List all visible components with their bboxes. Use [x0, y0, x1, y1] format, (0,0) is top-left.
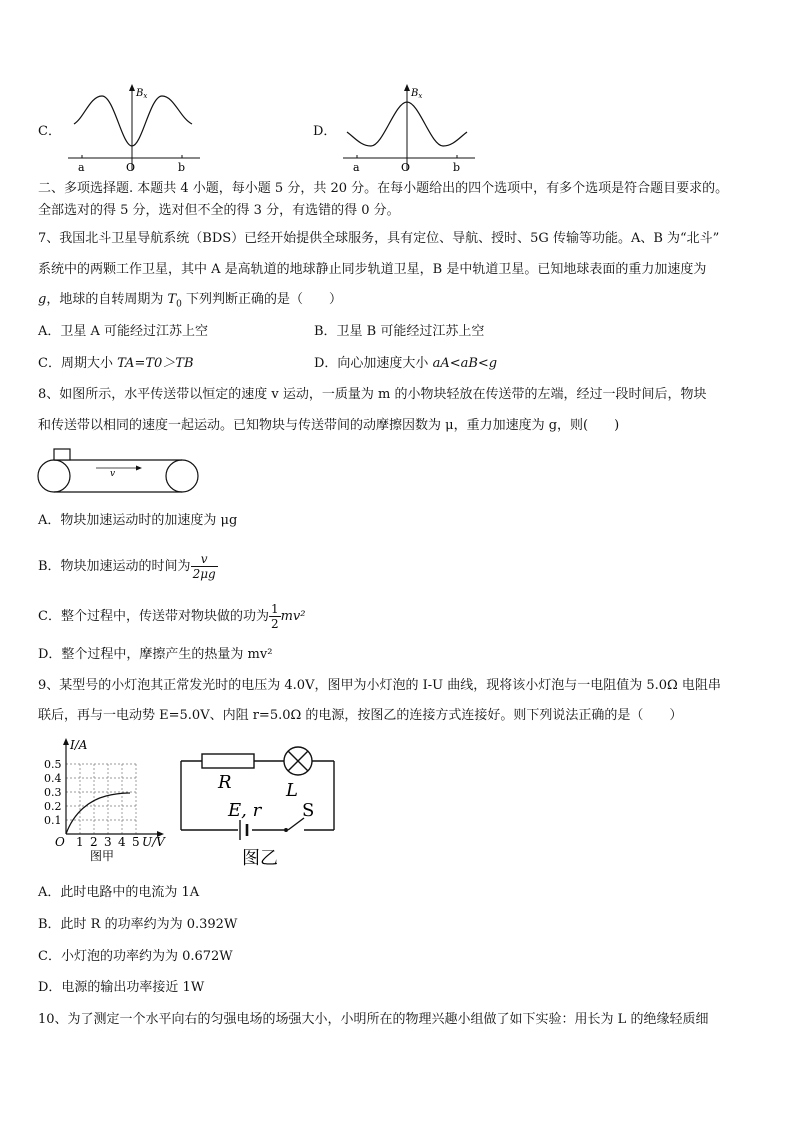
- y-tick-0.5: 0.5: [44, 758, 62, 771]
- x-tick-4: 4: [118, 835, 126, 849]
- q7-option-d: D．向心加速度大小 aA<aB<g: [314, 356, 498, 371]
- y-arrow-icon: [404, 84, 410, 91]
- conveyor-belt-diagram: [36, 446, 202, 496]
- lamp-label: L: [286, 780, 298, 801]
- q8-option-d: D．整个过程中，摩擦产生的热量为 mv²: [38, 647, 273, 662]
- section2-line2: 全部选对的得 5 分，选对但不全的得 3 分，有选错的得 0 分。: [38, 203, 400, 218]
- source-label: E, r: [228, 800, 262, 821]
- y-arrow-icon: [63, 738, 69, 745]
- option-c-label: C．: [38, 124, 61, 139]
- resistor: [202, 754, 254, 768]
- arrow-right-icon: [136, 466, 142, 471]
- graph-caption: 图甲: [90, 849, 115, 863]
- x-tick-2: 2: [90, 835, 98, 849]
- switch-label: S: [302, 800, 315, 821]
- iu-graph: [40, 736, 170, 864]
- y-tick-0.1: 0.1: [44, 814, 62, 827]
- fraction-v-over-2mug: $\frac{v}{2\mu g}$: [192, 552, 216, 581]
- q7-option-a: A．卫星 A 可能经过江苏上空: [38, 324, 209, 339]
- q9-option-d: D．电源的输出功率接近 1W: [38, 980, 205, 995]
- block: [54, 449, 70, 460]
- x-tick-3: 3: [104, 835, 112, 849]
- q10-line1: 10、为了测定一个水平向右的匀强电场的场强大小，小明所在的物理兴趣小组做了如下实验：用长为 L 的绝缘轻质细: [38, 1012, 709, 1027]
- q9-option-b: B．此时 R 的功率约为为 0.392W: [38, 917, 238, 932]
- circuit-caption: 图乙: [242, 848, 278, 868]
- section2-line1: 二、多项选择题. 本题共 4 小题，每小题 5 分，共 20 分。在每小题给出的四个选项中，有多个选项是符合题目要求的。: [38, 181, 729, 196]
- option-d-graph: [343, 82, 478, 174]
- option-c-graph: [68, 82, 203, 174]
- y-tick-0.4: 0.4: [44, 772, 62, 785]
- q9-option-a: A．此时电路中的电流为 1A: [38, 885, 200, 900]
- q8-option-b: B．物块加速运动的时间为 $\frac{v}{2\mu g}$: [38, 552, 216, 581]
- q7-line2: 系统中的两颗工作卫星，其中 A 是高轨道的地球静止同步轨道卫星，B 是中轨道卫星。已知地球表面的重力加速度为: [38, 262, 707, 277]
- resistor-label: R: [218, 772, 232, 793]
- q7-line1: 7、我国北斗卫星导航系统（BDS）已经开始提供全球服务，具有定位、导航、授时、5G 传输等功能。A、B 为“北斗”: [38, 231, 720, 246]
- tick-b: b: [178, 161, 186, 174]
- q7-option-c: C．周期大小 TA=T0＞TB: [38, 356, 194, 371]
- origin-label: O: [55, 835, 65, 849]
- q8-line2: 和传送带以相同的速度一起运动。已知物块与传送带间的动摩擦因数为 μ，重力加速度为 g，则( ): [38, 418, 620, 433]
- y-tick-0.3: 0.3: [44, 786, 62, 799]
- bx-curve: [74, 96, 192, 146]
- q8-option-a: A．物块加速运动时的加速度为 μg: [38, 513, 238, 528]
- q9-line2: 联后，再与一电动势 E=5.0V、内阻 r=5.0Ω 的电源，按图乙的连接方式连接好。则下列说法正确的是（ ）: [38, 708, 683, 723]
- x-tick-5: 5: [132, 835, 140, 849]
- tick-b: b: [453, 161, 461, 174]
- q7-line3: g，地球的自转周期为 $T_0$ 下列判断正确的是（ ）: [38, 292, 343, 310]
- q8-option-c: C．整个过程中，传送带对物块做的功为 $\frac{1}{2}$ mv²: [38, 602, 306, 631]
- axis-label-bx: $B_x$: [411, 88, 423, 100]
- q8-line1: 8、如图所示，水平传送带以恒定的速度 v 运动，一质量为 m 的小物块轻放在传送带的左端，经过一段时间后，物块: [38, 387, 707, 402]
- y-arrow-icon: [129, 84, 135, 91]
- fraction-half: $\frac{1}{2}$: [270, 602, 279, 631]
- q9-line1: 9、某型号的小灯泡其正常发光时的电压为 4.0V，图甲为小灯泡的 I-U 曲线，现将该小灯泡与一电阻值为 5.0Ω 电阻串: [38, 678, 721, 693]
- q7-option-b: B．卫星 B 可能经过江苏上空: [314, 324, 485, 339]
- grid: [66, 764, 136, 834]
- tick-o: O: [401, 161, 411, 174]
- tick-o: O: [126, 161, 136, 174]
- y-axis-label: I/A: [70, 738, 88, 752]
- switch-pivot: [284, 828, 288, 832]
- circuit-diagram: [176, 740, 338, 868]
- left-roller: [38, 460, 70, 492]
- option-d-label: D．: [313, 124, 337, 139]
- x-axis-label: U/V: [142, 835, 165, 849]
- tick-a: a: [78, 161, 85, 174]
- y-tick-0.2: 0.2: [44, 800, 62, 813]
- velocity-label: v: [110, 469, 116, 479]
- q9-option-c: C．小灯泡的功率约为为 0.672W: [38, 949, 233, 964]
- right-roller: [166, 460, 198, 492]
- x-tick-1: 1: [76, 835, 84, 849]
- tick-a: a: [353, 161, 360, 174]
- iu-curve: [66, 793, 130, 834]
- axis-label-bx: $B_x$: [136, 88, 148, 100]
